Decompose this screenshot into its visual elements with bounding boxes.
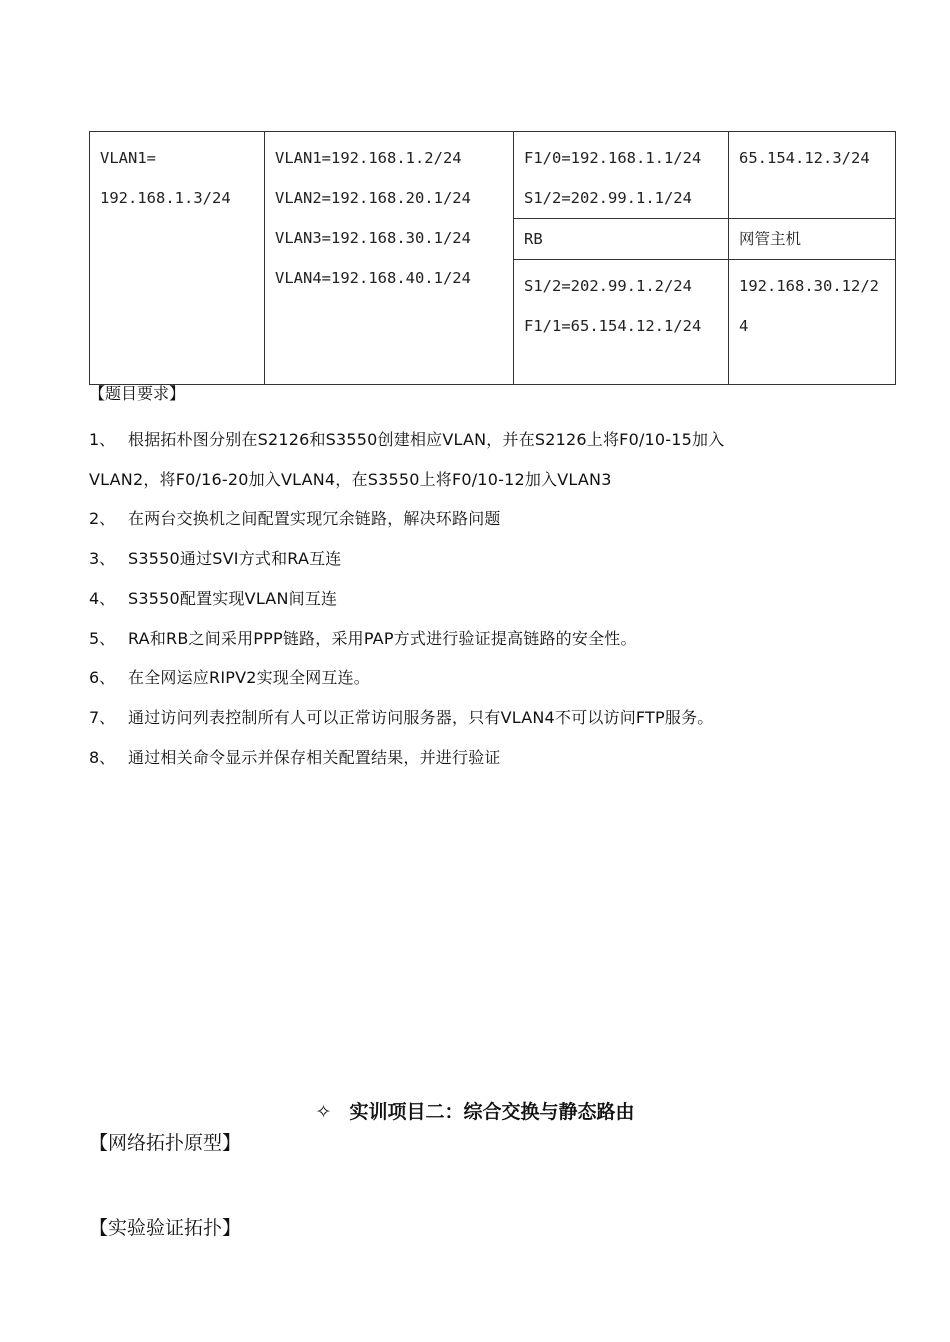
cell-line: VLAN1=192.168.1.2/24 — [275, 149, 462, 167]
item-number: 4、 — [89, 588, 116, 608]
cell-line: VLAN4=192.168.40.1/24 — [275, 269, 471, 287]
list-item — [89, 499, 889, 539]
requirements-heading: 【题目要求】 — [89, 384, 186, 403]
item-text: RA和RB之间采用PPP链路，采用PAP方式进行验证提高链路的安全性。 — [128, 628, 637, 648]
item-text: 在两台交换机之间配置实现冗余链路，解决环路问题 — [128, 509, 501, 529]
item-text: VLAN2，将F0/16-20加入VLAN4，在S3550上将F0/10-12加入VLAN3 — [89, 469, 612, 489]
list-item — [89, 738, 889, 778]
item-number: 8、 — [89, 747, 116, 767]
topology-prototype-heading: 【网络拓扑原型】 — [89, 1132, 242, 1154]
table-cell-switch-vlan1 — [90, 132, 265, 385]
list-item — [89, 579, 889, 619]
list-item-continuation — [89, 460, 889, 500]
table-cell-s3550-vlans — [265, 132, 514, 385]
item-number: 6、 — [89, 668, 116, 688]
item-number: 1、 — [89, 430, 116, 449]
table-cell-server-ip — [729, 132, 896, 219]
item-text: S3550通过SVI方式和RA互连 — [128, 549, 342, 569]
cell-line: 65.154.12.3/24 — [739, 149, 870, 167]
item-text: 通过访问列表控制所有人可以正常访问服务器，只有VLAN4不可以访问FTP服务。 — [128, 707, 714, 727]
table-cell-ra-interfaces — [514, 132, 729, 219]
list-item — [89, 420, 889, 460]
cell-line: F1/1=65.154.12.1/24 — [524, 317, 702, 335]
cell-line: 192.168.1.3/24 — [100, 189, 231, 207]
table-cell-rb-label — [514, 219, 729, 260]
cell-line: VLAN1= — [100, 149, 156, 167]
table-cell-rb-interfaces — [514, 260, 729, 385]
requirements-list — [89, 420, 889, 777]
verify-topology-heading: 【实验验证拓扑】 — [89, 1217, 242, 1239]
list-item — [89, 619, 889, 659]
item-text: S3550配置实现VLAN间互连 — [128, 588, 338, 608]
item-number: 2、 — [89, 509, 116, 529]
list-item — [89, 698, 889, 738]
table-cell-mgmt-label — [729, 219, 896, 260]
section-title — [0, 1097, 950, 1124]
config-table — [89, 131, 896, 385]
cell-line: RB — [524, 230, 543, 248]
item-number: 5、 — [89, 628, 116, 648]
cell-line: 192.168.30.12/24 — [739, 277, 879, 335]
cell-line: S1/2=202.99.1.1/24 — [524, 189, 692, 207]
item-text: 根据拓朴图分别在S2126和S3550创建相应VLAN，并在S2126上将F0/10-15加入 — [128, 430, 725, 449]
item-text: 通过相关命令显示并保存相关配置结果，并进行验证 — [128, 747, 501, 767]
list-item — [89, 539, 889, 579]
cell-line: 网管主机 — [739, 230, 802, 248]
item-number: 7、 — [89, 707, 116, 727]
cell-line: F1/0=192.168.1.1/24 — [524, 149, 702, 167]
item-number: 3、 — [89, 549, 116, 569]
section-title-text: 实训项目二：综合交换与静态路由 — [349, 1101, 635, 1123]
table-cell-mgmt-ip — [729, 260, 896, 385]
list-item — [89, 658, 889, 698]
diamond-icon: ✧ — [315, 1101, 332, 1123]
cell-line: VLAN3=192.168.30.1/24 — [275, 229, 471, 247]
item-text: 在全网运应RIPV2实现全网互连。 — [128, 668, 371, 688]
cell-line: S1/2=202.99.1.2/24 — [524, 277, 692, 295]
cell-line: VLAN2=192.168.20.1/24 — [275, 189, 471, 207]
